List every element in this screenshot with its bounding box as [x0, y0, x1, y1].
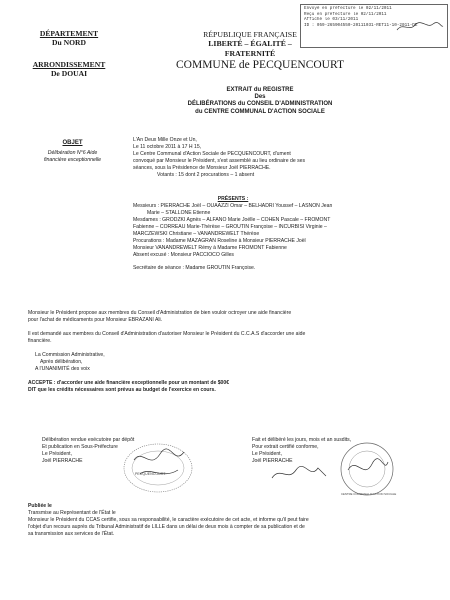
secretaire-line: Secrétaire de séance : Madame GROUTIN Françoise. [133, 265, 256, 272]
footer-line: Monsieur le Président du CCAS certifie, sous sa responsabilité, le caractère exécutoire de cet acte, et informe qu'il peut faire [28, 517, 309, 524]
presents-line: Marie – STALLONE Etienne [147, 210, 211, 217]
objet-block [35, 140, 110, 164]
commune-seal-stamp [120, 440, 198, 496]
objet-heading: OBJET [62, 140, 83, 146]
stamp-signature [395, 20, 445, 34]
republic-motto: LIBERTÉ – ÉGALITÉ – FRATERNITÉ [208, 39, 292, 58]
deliberation-line: Monsieur le Président propose aux membres du Conseil d'Administration de bien vouloir octroyer une aide financière [28, 310, 292, 316]
stamp-line: Envoyé en préfecture le 02/11/2011 [304, 6, 392, 11]
stamp-line: Affiché le 03/11/2011 [304, 17, 359, 22]
header-left [28, 30, 110, 79]
presents-block [133, 196, 403, 272]
objet-line: Délibération N°6 Aide [47, 150, 98, 156]
commission-line: A l'UNANIMITÉ des voix [35, 366, 90, 373]
intro-line: L'An Deux Mille Onze et Un, [133, 137, 197, 143]
deliberation-line: Il est demandé aux membres du Conseil d'Administration d'autoriser Monsieur le Président du C.C.A.S d'accorder une aide [28, 331, 306, 338]
presents-line: Fabienne – CORREAU Marie-Thérèse – GROUTIN Françoise – INCURBISI Virginie – [133, 224, 327, 231]
commission-line: La Commission Administrative, [35, 352, 105, 359]
dit-line: DIT que les crédits nécessaires sont prévus au budget de l'exercice en cours. [28, 387, 216, 394]
republic-title: RÉPUBLIQUE FRANÇAISE [203, 30, 297, 39]
department-name: Du NORD [52, 37, 86, 47]
presents-line: Absent excusé : Monsieur PACCIOCO Gilles [133, 252, 234, 259]
stamp-line: Reçu en préfecture le 02/11/2011 [304, 11, 387, 17]
presents-line: MARCZEWSKI Christiane – VANANDREWELT Thérèse [133, 231, 260, 238]
stamp-line: ID : 059-265904550-20111031-RET11-10-2011-DE [304, 22, 418, 28]
commune-seal-text: PECQUENCOURT [135, 472, 166, 476]
closing-line: Délibération rendue exécutoire par dépôt [42, 437, 135, 443]
extrait-block [140, 87, 380, 116]
closing-line: Fait et délibéré les jours, mois et an susdits, [252, 437, 352, 443]
extrait-line: DÉLIBÉRATIONS du CONSEIL D'ADMINISTRATION [187, 101, 333, 108]
closing-line: Joël PIERRACHE [42, 458, 83, 465]
accepte-line: ACCEPTE : d'accorder une aide financière exceptionnelle pour un montant de $00€ [28, 380, 230, 387]
intro-line: Le Centre Communal d'Action Sociale de PECQUENCOURT, d'ument [133, 151, 291, 158]
extrait-line: du CENTRE COMMUNAL D'ACTION SOCIALE [195, 108, 325, 115]
footer-line: l'objet d'un recours auprès du Tribunal Administratif de LILLE dans un délai de deux mois à compter de sa publication et de [28, 524, 305, 531]
presents-heading: PRÉSENTS : [217, 196, 249, 202]
deliberation-line: pour l'achat de médicaments pour Monsieur EBRAZANI Ali. [28, 317, 163, 324]
intro-line: Le 11 octobre 2011 à 17 H 15, [133, 144, 202, 151]
closing-line: Et publication en Sous-Préfecture [42, 444, 118, 451]
deliberation-block [28, 310, 423, 394]
intro-block [133, 137, 363, 179]
commune-title: COMMUNE de PECQUENCOURT [176, 59, 344, 71]
footer-block [28, 503, 428, 538]
closing-line: Le Président, [42, 451, 73, 458]
presents-line: Monsieur VANANDREWELT Rémy à Madame FROMONT Fabienne [133, 245, 287, 252]
footer-heading: Publiée le [28, 503, 52, 509]
objet-line: financière exceptionnelle [43, 156, 102, 163]
closing-line: Joël PIERRACHE [252, 458, 293, 465]
commission-line: Après délibération, [40, 359, 83, 366]
extrait-line: Des [254, 94, 266, 101]
votants-line: Votants : 15 dont 2 procurations – 1 absent [157, 172, 255, 179]
presents-line: Procurations : Madame MAZAGRAN Roseline à Monsieur PIERRACHE Joël [133, 238, 306, 245]
presents-line: Mesdames : GRODZKI Agnès – ALFANO Marie Joëlle – COHEN Pascale – FROMONT [133, 217, 331, 224]
arrondissement-name: De DOUAI [50, 69, 88, 79]
footer-line: sa transmission aux services de l'État. [28, 531, 115, 538]
closing-line: Pour extrait certifié conforme, [252, 444, 319, 451]
intro-line: séances, sous la Présidence de Monsieur Joël PIERRACHE. [133, 165, 271, 172]
intro-line: convoqué par Monsieur le Président, s'est assemblé au lieu ordinaire de ses [133, 158, 305, 165]
extrait-line: EXTRAIT du REGISTRE [226, 87, 294, 93]
footer-line: Transmise au Représentant de l'État le [28, 510, 116, 517]
presents-line: Messieurs : PIERRACHE Joël – OUAAZZI Omar – BELHADRI Youssef – LASNON Jean [133, 203, 333, 210]
arrondissement-label: ARRONDISSEMENT [32, 60, 106, 70]
ccas-seal-text: CENTRE COMMUNAL D'ACTION SOCIALE [341, 492, 397, 496]
closing-line: Le Président, [252, 451, 283, 458]
department-label: DÉPARTEMENT [39, 29, 99, 38]
deliberation-line: financière. [28, 338, 52, 345]
header-right [190, 30, 310, 58]
president-signature [270, 462, 330, 484]
ccas-seal-stamp [338, 440, 396, 498]
